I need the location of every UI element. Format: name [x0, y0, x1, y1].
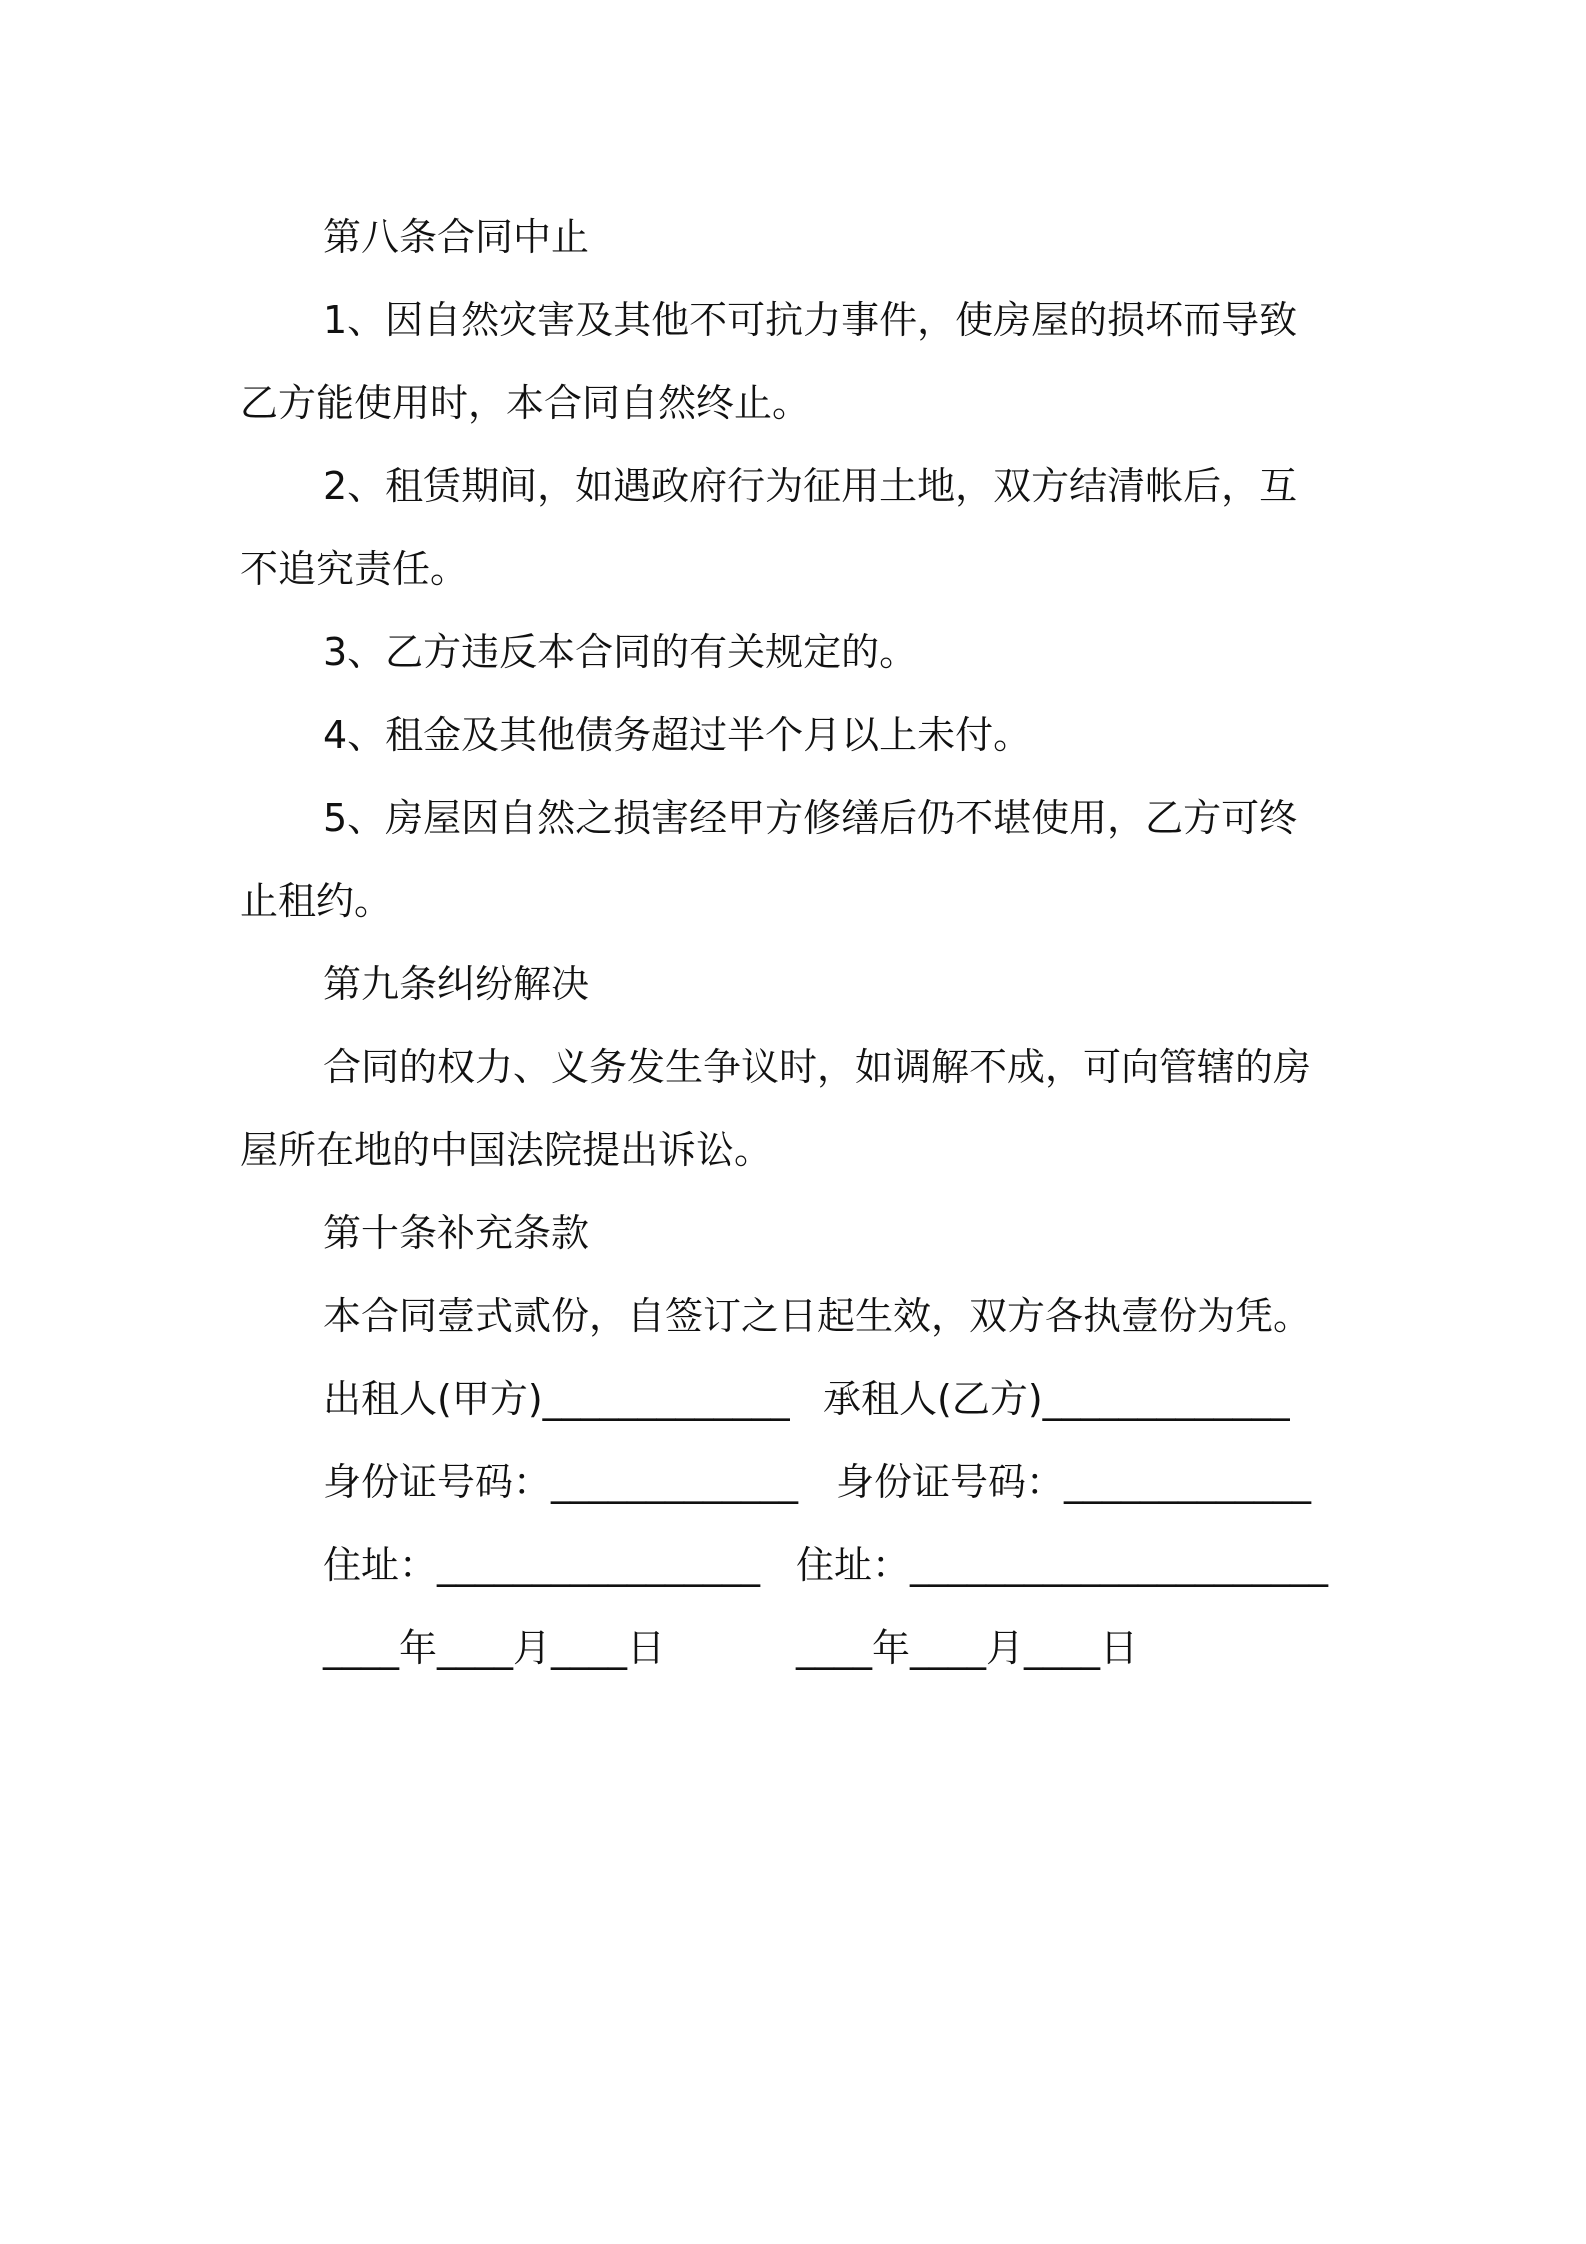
lessee-id-field: 身份证号码：_____________ — [836, 1460, 1312, 1504]
lessee-signature-field: 承租人(乙方)_____________ — [823, 1377, 1290, 1421]
article-8-item-4: 4、租金及其他债务超过半个月以上未付。 — [323, 713, 1032, 757]
lessee-date-field: ____年____月____日 — [796, 1626, 1139, 1670]
signature-party-row — [240, 1358, 1360, 1441]
article-8-item-3: 3、乙方违反本合同的有关规定的。 — [323, 630, 918, 674]
lessor-address-field: 住址：_________________ — [323, 1543, 761, 1587]
article-8-item-1-line-1: 1、因自然灾害及其他不可抗力事件，使房屋的损坏而导致 — [323, 298, 1298, 342]
article-8-item-5-line-2: 止租约。 — [240, 879, 393, 923]
article-9-text-line-2: 屋所在地的中国法院提出诉讼。 — [240, 1128, 773, 1172]
article-9-text-line-1: 合同的权力、义务发生争议时，如调解不成，可向管辖的房 — [323, 1045, 1312, 1089]
signature-address-row — [240, 1524, 1360, 1607]
article-9-heading: 第九条纠纷解决 — [323, 962, 590, 1006]
article-8-item-2-line-2: 不追究责任。 — [240, 547, 469, 591]
article-10-text: 本合同壹式贰份，自签订之日起生效，双方各执壹份为凭。 — [323, 1294, 1312, 1338]
article-8-item-5-line-1: 5、房屋因自然之损害经甲方修缮后仍不堪使用，乙方可终 — [323, 796, 1298, 840]
article-8-item-2-line-1: 2、租赁期间，如遇政府行为征用土地，双方结清帐后，互 — [323, 464, 1298, 508]
signature-date-row — [240, 1607, 1360, 1690]
document-body — [240, 196, 1360, 1690]
article-8-heading: 第八条合同中止 — [323, 215, 590, 259]
lessor-date-field: ____年____月____日 — [323, 1626, 666, 1670]
lessor-id-field: 身份证号码：_____________ — [323, 1460, 799, 1504]
lessor-signature-field: 出租人(甲方)_____________ — [323, 1377, 790, 1421]
lessee-address-field: 住址：______________________ — [796, 1543, 1329, 1587]
article-10-heading: 第十条补充条款 — [323, 1211, 590, 1255]
article-8-item-1-line-2: 乙方能使用时，本合同自然终止。 — [240, 381, 811, 425]
signature-id-row — [240, 1441, 1360, 1524]
